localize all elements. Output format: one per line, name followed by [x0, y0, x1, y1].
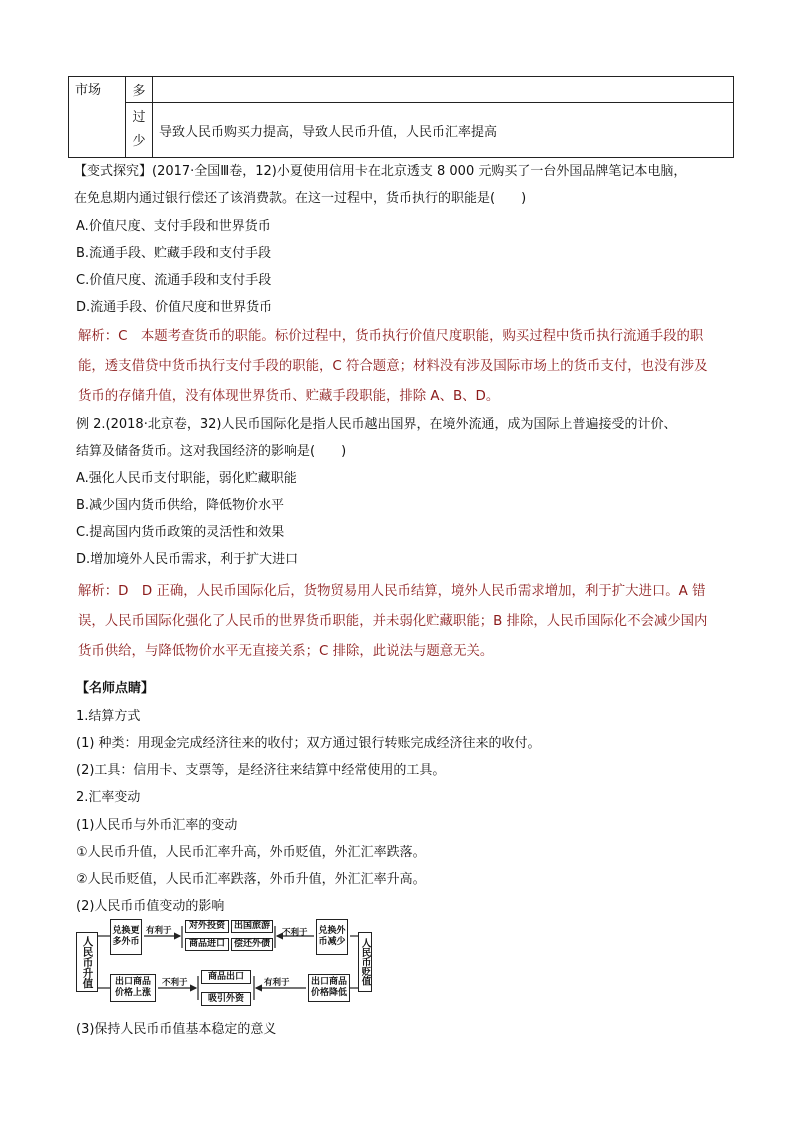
market-cell: 市场	[69, 77, 126, 158]
row-more-text	[153, 77, 734, 103]
right-vertical-box: 人民币贬值	[358, 932, 372, 992]
example2-analysis-line: 解析：D D 正确，人民币国际化后，货物贸易用人民币结算，境外人民币需求增加，利于扩大进口。A 错	[78, 584, 706, 599]
variant-option-c: C.价值尺度、流通手段和支付手段	[76, 273, 272, 288]
top-left-label: 有利于	[146, 926, 172, 936]
top-box-debt: 偿还外债	[231, 938, 273, 951]
row-less-label-1: 过	[132, 110, 146, 125]
row-less-label-2: 少	[132, 134, 146, 149]
notes-section-2-line-1: (1)人民币与外币汇率的变动	[76, 818, 238, 833]
variant-analysis	[78, 322, 738, 412]
notes-section-2-title: 2.汇率变动	[76, 790, 141, 805]
currency-impact-diagram	[74, 918, 374, 1010]
variant-option-b: B.流通手段、贮藏手段和支付手段	[76, 246, 272, 261]
bottom-left-label: 不利于	[162, 978, 188, 988]
top-right-box: 兑换外币减少	[316, 919, 348, 955]
table-row	[69, 77, 734, 103]
top-box-invest: 对外投资	[185, 920, 229, 933]
table-row	[69, 103, 734, 158]
row-less-label	[126, 103, 153, 158]
variant-option-d: D.流通手段、价值尺度和世界货币	[76, 300, 273, 315]
example2-analysis	[78, 577, 738, 667]
row-more-label: 多	[126, 77, 153, 103]
notes-section-2-line-2: ①人民币升值，人民币汇率升高，外币贬值，外汇汇率跌落。	[76, 845, 426, 860]
notes-section-1-title: 1.结算方式	[76, 709, 141, 724]
example2-option-a: A.强化人民币支付职能，弱化贮藏职能	[76, 471, 297, 486]
row-less-text: 导致人民币购买力提高，导致人民币升值，人民币汇率提高	[153, 103, 734, 158]
notes-section-2-line-4: (2)人民币币值变动的影响	[76, 899, 225, 914]
example2-line-2: 结算及储备货币。这对我国经济的影响是( )	[76, 444, 347, 459]
variant-option-a: A.价值尺度、支付手段和世界货币	[76, 219, 271, 234]
notes-section-1-line-2: (2)工具：信用卡、支票等，是经济往来结算中经常使用的工具。	[76, 763, 446, 778]
bottom-box-foreign-capital: 吸引外资	[201, 992, 251, 1006]
top-right-label: 不利于	[282, 928, 308, 938]
example2-option-c: C.提高国内货币政策的灵活性和效果	[76, 525, 285, 540]
top-left-box: 兑换更多外币	[110, 919, 142, 955]
bottom-right-box: 出口商品价格降低	[308, 974, 350, 1002]
top-box-import: 商品进口	[185, 938, 229, 951]
notes-section-2-line-3: ②人民币贬值，人民币汇率跌落，外币升值，外汇汇率升高。	[76, 872, 426, 887]
variant-analysis-line: 解析：C 本题考查货币的职能。标价过程中，货币执行价值尺度职能，购买过程中货币执行流通手段的职	[78, 329, 704, 344]
bottom-right-label: 有利于	[264, 978, 290, 988]
example2-analysis-line: 货币供给，与降低物价水平无直接关系；C 排除，此说法与题意无关。	[78, 644, 494, 659]
example2-line-1: 例 2.(2018·北京卷，32)人民币国际化是指人民币越出国界，在境外流通，成为国际上普遍接受的计价、	[76, 417, 677, 432]
variant-analysis-line: 能，透支借贷中货币执行支付手段的职能，C 符合题意；材料没有涉及国际市场上的货币支付，也没有涉及	[78, 359, 708, 374]
example2-analysis-line: 误，人民币国际化强化了人民币的世界货币职能，并未弱化贮藏职能；B 排除，人民币国际化不会减少国内	[78, 614, 708, 629]
variant-analysis-line: 货币的存储升值，没有体现世界货币、贮藏手段职能，排除 A、B、D。	[78, 389, 500, 404]
variant-line-2: 在免息期内通过银行偿还了该消费款。在这一过程中，货币执行的职能是( )	[74, 191, 527, 206]
notes-heading: 【名师点睛】	[76, 681, 155, 696]
top-box-travel: 出国旅游	[231, 920, 273, 933]
notes-section-1-line-1: (1) 种类：用现金完成经济往来的收付；双方通过银行转账完成经济往来的收付。	[76, 736, 541, 751]
example2-option-d: D.增加境外人民币需求，利于扩大进口	[76, 552, 299, 567]
bottom-left-box: 出口商品价格上涨	[110, 974, 156, 1002]
bottom-box-export: 商品出口	[201, 970, 251, 984]
left-vertical-box: 人民币升值	[76, 932, 98, 992]
variant-line-1: 【变式探究】(2017·全国Ⅲ卷，12)小夏使用信用卡在北京透支 8 000 元购买了一台外国品牌笔记本电脑，	[74, 164, 687, 179]
notes-section-2-line-5: (3)保持人民币币值基本稳定的意义	[76, 1022, 277, 1037]
example2-option-b: B.减少国内货币供给，降低物价水平	[76, 498, 285, 513]
market-table	[68, 76, 734, 158]
